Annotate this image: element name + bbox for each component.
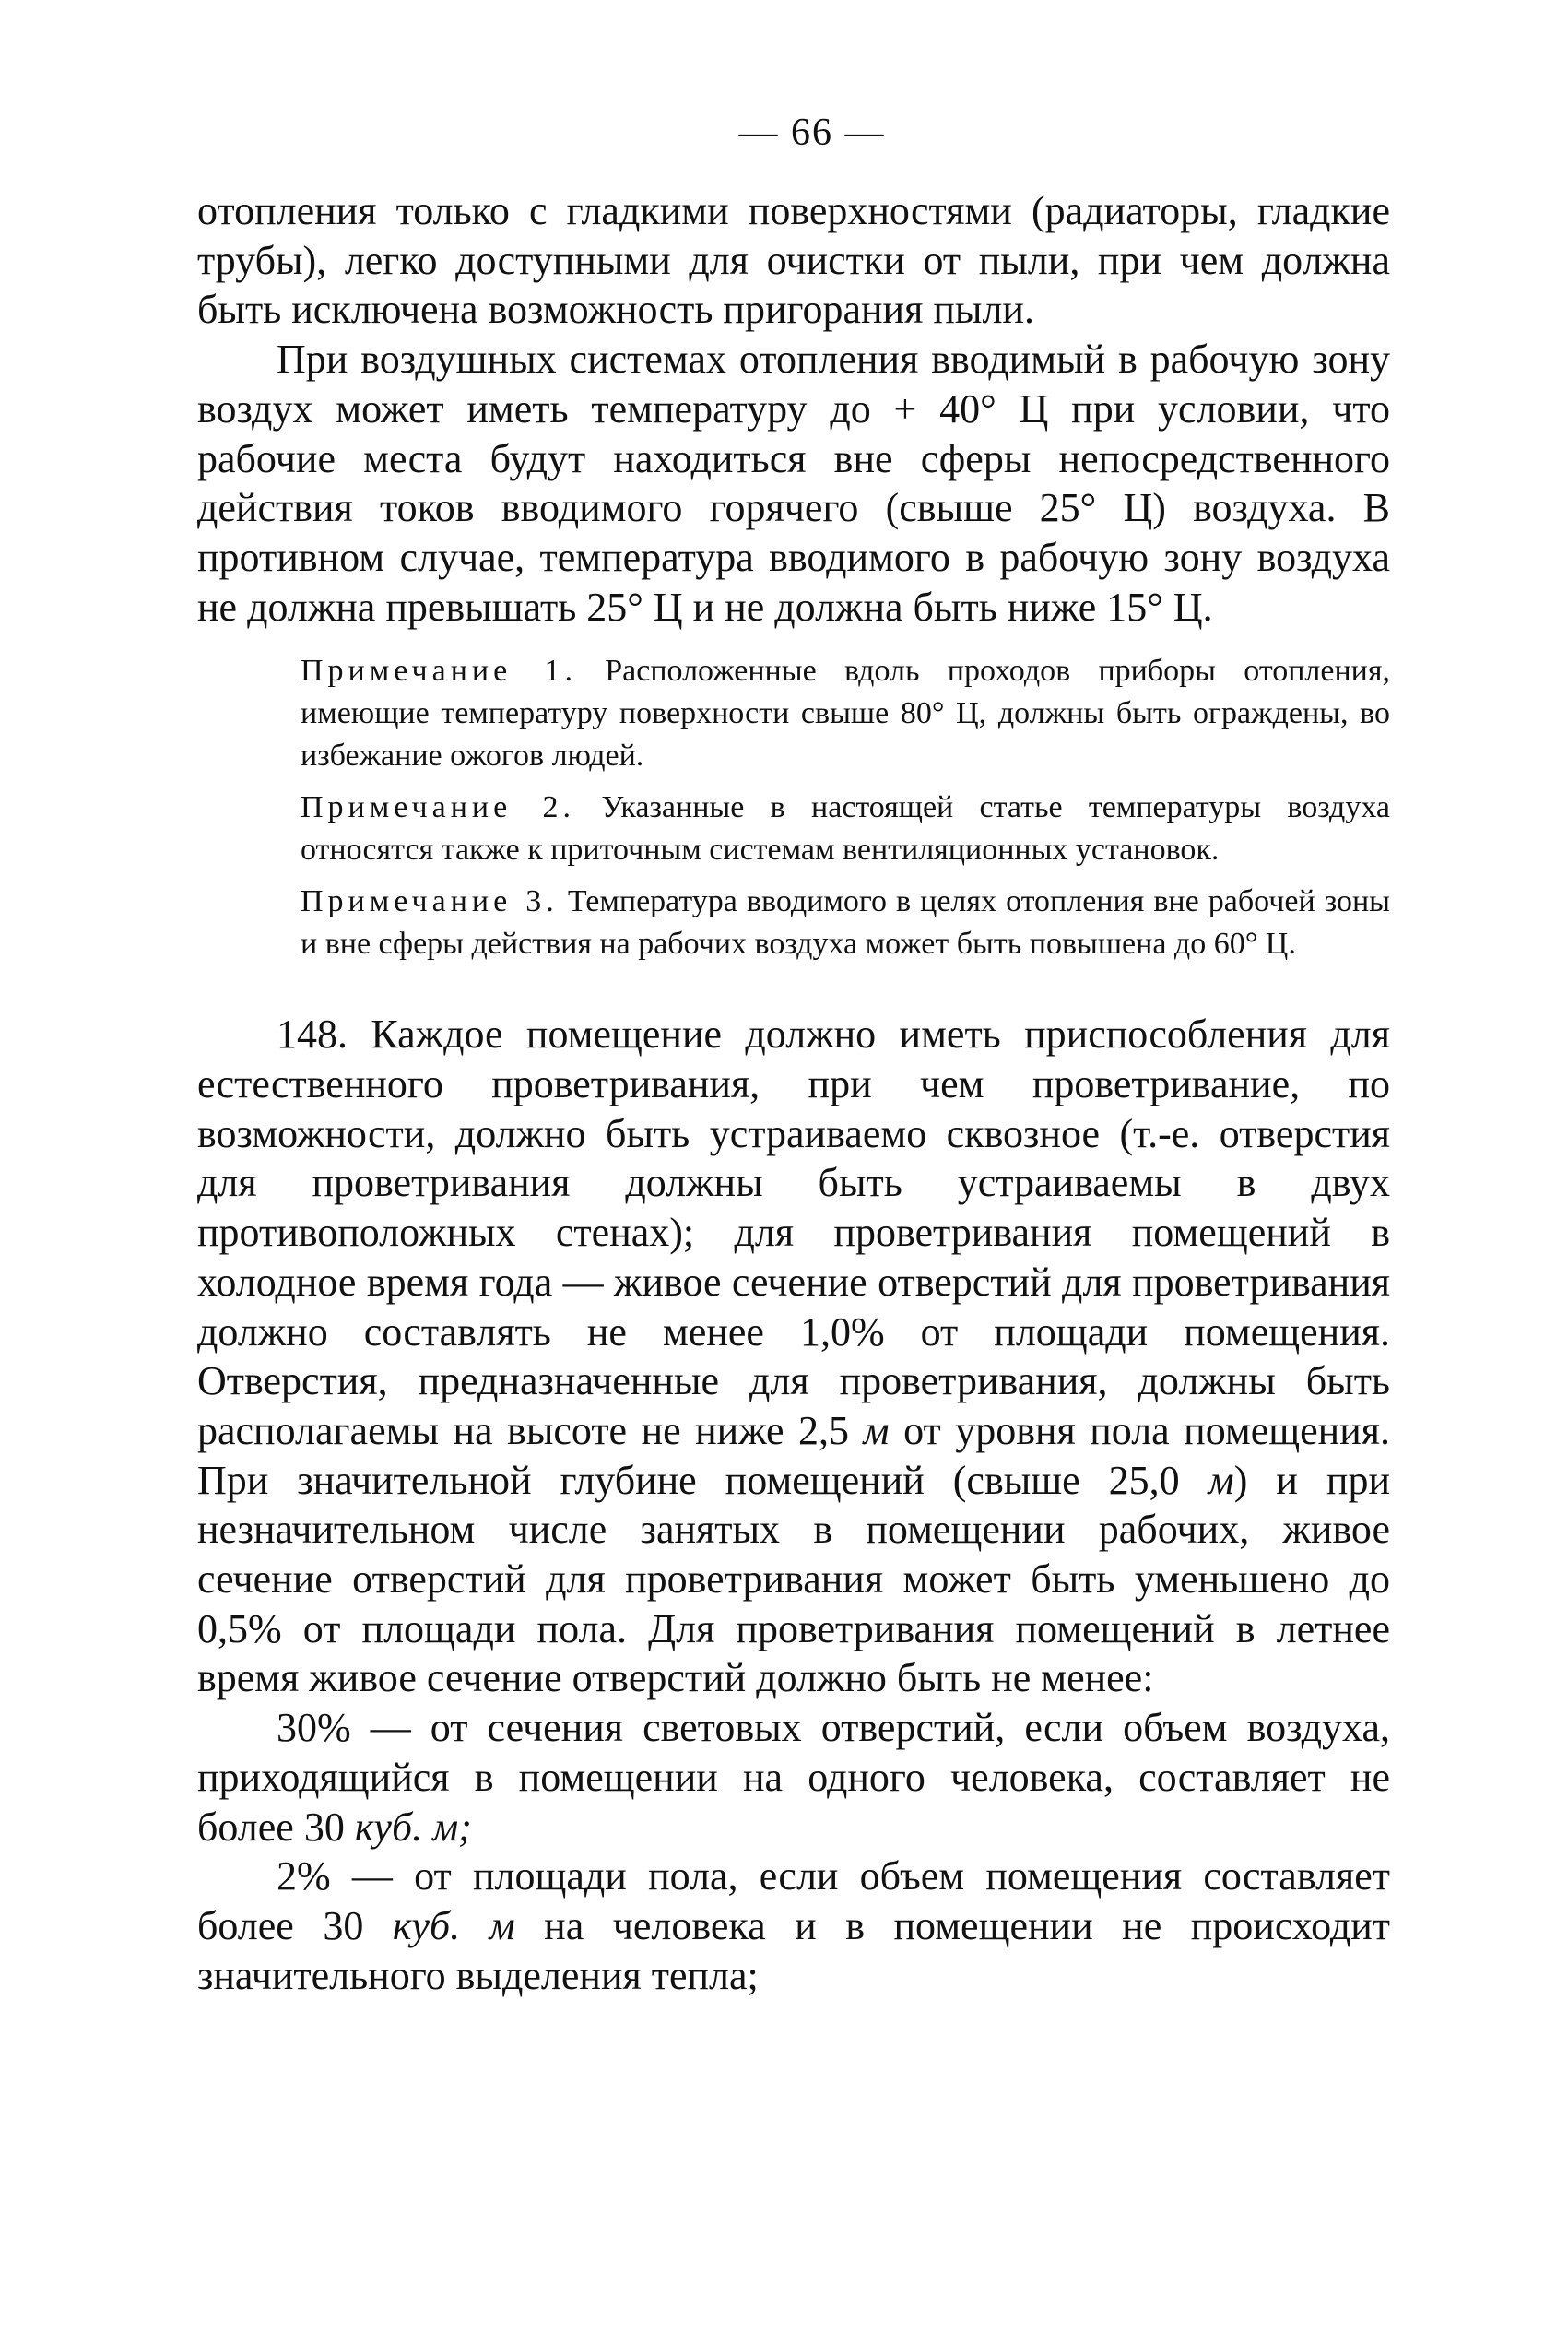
section-148-part2: от уровня пола помещения. При значительной глубине помещений (свыше 25,0	[197, 1407, 1390, 1503]
note-3-text: Температура вводимого в целях отопления вне рабочей зоны и вне сферы действия на рабочих воздуха может быть повышена до 60° Ц.	[301, 884, 1391, 962]
note-2	[301, 787, 1390, 871]
notes-block	[197, 650, 1390, 965]
note-1-title: Примечание 1.	[301, 654, 577, 689]
paragraph-air-heating: При воздушных системах отопления вводимый в рабочую зону воздух может иметь температуру до + 40° Ц при условии, что рабочие места будут находиться вне сферы непосредственного действия токов вводимого горячего (свыше 25° Ц) воздуха. В противном случае, температура вводимого в рабочую зону воздуха не должна превышать 25° Ц и не должна быть ниже 15° Ц.	[197, 337, 1390, 630]
section-148-unit-m1: м	[863, 1407, 890, 1453]
item-30-text: 30% — от сечения световых отверстий, если объем воздуха, приходящийся в помещении на одного человека, составляет не более 30	[197, 1705, 1390, 1850]
document-page	[197, 111, 1390, 2000]
note-3-title: Примечание 3.	[301, 884, 559, 919]
item-2-text2: на человека и в помещении не происходит значительного выделения тепла;	[197, 1902, 1390, 1998]
item-2-unit: куб. м	[392, 1902, 515, 1948]
section-148	[197, 1010, 1390, 1703]
paragraph-heating-surfaces: отопления только с гладкими поверхностями (радиаторы, гладкие трубы), легко доступными для очистки от пыли, при чем должна быть исключена возможность пригорания пыли.	[197, 188, 1390, 333]
item-30-unit: куб. м;	[354, 1804, 472, 1850]
item-30-percent	[197, 1703, 1390, 1852]
section-148-part1: 148. Каждое помещение должно иметь приспособления для естественного проветривания, при чем проветривание, по возможности, должно быть устраиваемо сквозное (т.-е. отверстия для проветривания должны быть устраиваемы в двух противоположных стенах); для проветривания помещений в холодное время года — живое сечение отверстий для проветривания должно составлять не менее 1,0% от площади помещения. Отверстия, предназначенные для проветривания, должны быть располагаемы на высоте не ниже 2,5	[197, 1012, 1390, 1453]
note-1	[301, 650, 1390, 777]
note-2-text: Указанные в настоящей статье температуры воздуха относятся также к приточным системам вентиляционных установок.	[301, 790, 1391, 868]
note-1-text: Расположенные вдоль проходов приборы отопления, имеющие температуру поверхности свыше 80° Ц, должны быть ограждены, во избежание ожогов людей.	[301, 654, 1391, 774]
item-2-text1: 2% — от площади пола, если объем помещения составляет более 30	[197, 1853, 1390, 1948]
section-148-part3: ) и при незначительном числе занятых в помещении рабочих, живое сечение отверстий для проветривания может быть уменьшено до 0,5% от площади пола. Для проветривания помещений в летнее время живое сечение отверстий должно быть не менее:	[197, 1457, 1390, 1701]
item-2-percent	[197, 1852, 1390, 2000]
page-number: — 66 —	[738, 112, 886, 154]
note-2-title: Примечание 2.	[301, 790, 575, 825]
section-148-unit-m2: м	[1208, 1457, 1234, 1503]
note-3	[301, 881, 1390, 965]
